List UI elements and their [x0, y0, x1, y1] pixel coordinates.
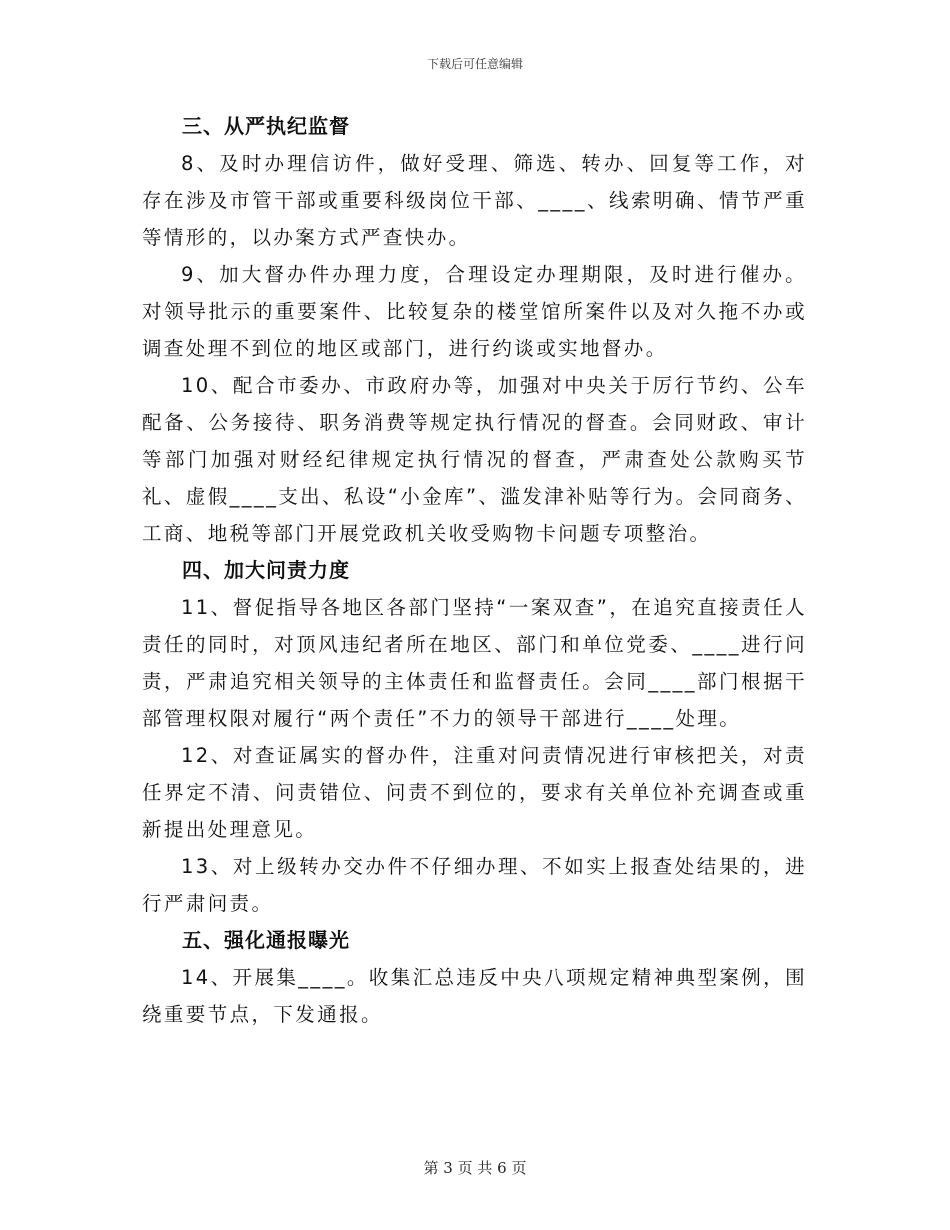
- page-footer: 第 3 页 共 6 页: [423, 1159, 527, 1177]
- page-header: 下载后可任意编辑: [426, 57, 523, 71]
- paragraph: 12、对查证属实的督办件，注重对问责情况进行审核把关，对责任界定不清、问责错位、问责不到位的，要求有关单位补充调查或重新提出处理意见。: [142, 744, 807, 841]
- section-heading: 四、加大问责力度: [182, 558, 350, 582]
- document-body: [142, 108, 807, 1033]
- paragraph: 9、加大督办件办理力度，合理设定办理期限，及时进行催办。对领导批示的重要案件、比较复杂的楼堂馆所案件以及对久拖不办或调查处理不到位的地区或部门，进行约谈或实地督办。: [142, 263, 807, 360]
- paragraph: 13、对上级转办交办件不仔细办理、不如实上报查处结果的，进行严肃问责。: [142, 855, 807, 915]
- paragraph: 8、及时办理信访件，做好受理、筛选、转办、回复等工作，对存在涉及市管干部或重要科级岗位干部、____、线索明确、情节严重等情形的，以办案方式严查快办。: [142, 152, 807, 249]
- section-heading: 三、从严执纪监督: [182, 114, 350, 138]
- paragraph: 10、配合市委办、市政府办等，加强对中央关于厉行节约、公车配备、公务接待、职务消费等规定执行情况的督查。会同财政、审计等部门加强对财经纪律规定执行情况的督查，严肃查处公款购买节礼、虚假____支出、私设“小金库”、滥发津补贴等行为。会同商务、工商、地税等部门开展党政机关收受购物卡问题专项整治。: [142, 374, 807, 545]
- section-heading: 五、强化通报曝光: [182, 928, 350, 952]
- paragraph: 11、督促指导各地区各部门坚持“一案双查”，在追究直接责任人责任的同时，对顶风违纪者所在地区、部门和单位党委、____进行问责，严肃追究相关领导的主体责任和监督责任。会同____部门根据干部管理权限对履行“两个责任”不力的领导干部进行____处理。: [142, 596, 807, 730]
- paragraph: 14、开展集____。收集汇总违反中央八项规定精神典型案例，围绕重要节点，下发通报。: [142, 966, 807, 1026]
